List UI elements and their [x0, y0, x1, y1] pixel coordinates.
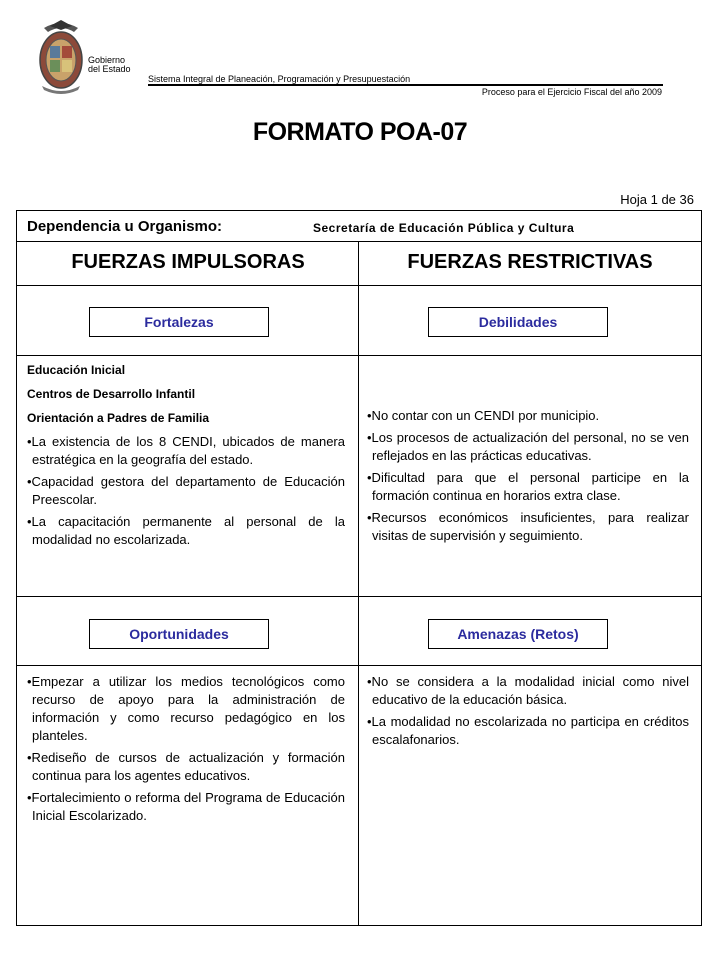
list-item: •Los procesos de actualización del personal, no se ven reflejados en las prácticas educativas.: [367, 430, 689, 463]
dependency-row: [17, 211, 701, 242]
list-item: •No contar con un CENDI por municipio.: [367, 408, 600, 423]
list-item: •Rediseño de cursos de actualización y formación continua para los agentes educativos.: [27, 750, 345, 783]
fuerzas-impulsoras-heading: FUERZAS IMPULSORAS: [71, 251, 305, 273]
dependency-label: Dependencia u Organismo:: [27, 218, 223, 235]
list-item: •La capacitación permanente al personal de la modalidad no escolarizada.: [27, 514, 345, 547]
list-item: •Empezar a utilizar los medios tecnológicos como recurso de apoyo para la administración de información y como recurso pedagógico en los planteles.: [27, 674, 345, 743]
poa-table: [16, 210, 702, 926]
state-seal-logo: [36, 18, 86, 94]
system-name: Sistema Integral de Planeación, Programación y Presupuestación: [148, 74, 411, 84]
fortalezas-content: [27, 361, 345, 553]
oportunidades-label: Oportunidades: [89, 619, 269, 649]
oportunidades-amenazas-row: [17, 596, 701, 666]
page-title: FORMATO POA-07: [252, 118, 468, 146]
debilidades-content: [367, 407, 689, 549]
list-item: •Recursos económicos insuficientes, para realizar visitas de supervisión y seguimiento.: [367, 510, 689, 543]
list-item: •La existencia de los 8 CENDI, ubicados de manera estratégica en la geografía del estado.: [27, 434, 345, 467]
amenazas-label: Amenazas (Retos): [428, 619, 608, 649]
list-item: •La modalidad no escolarizada no participa en créditos escalafonarios.: [367, 714, 689, 747]
heading-orientacion-padres: Orientación a Padres de Familia: [27, 411, 210, 425]
heading-educacion-inicial: Educación Inicial: [27, 363, 126, 377]
fiscal-process: Proceso para el Ejercicio Fiscal del año 2009: [481, 87, 662, 97]
amenazas-content: [367, 673, 689, 753]
gobierno-line2: del Estado: [88, 64, 131, 74]
list-item: •No se considera a la modalidad inicial como nivel educativo de la educación básica.: [367, 674, 689, 707]
fortalezas-label: Fortalezas: [89, 307, 269, 337]
heading-centros-desarrollo: Centros de Desarrollo Infantil: [27, 387, 196, 401]
debilidades-label: Debilidades: [428, 307, 608, 337]
dependency-value: Secretaría de Educación Pública y Cultura: [313, 221, 575, 235]
fortalezas-debilidades-row: [17, 285, 701, 356]
gobierno-line1: Gobierno: [88, 55, 126, 65]
header-divider: [148, 84, 663, 86]
list-item: •Fortalecimiento o reforma del Programa de Educación Inicial Escolarizado.: [27, 790, 345, 823]
oportunidades-content: [27, 673, 345, 829]
fuerzas-restrictivas-heading: FUERZAS RESTRICTIVAS: [407, 251, 653, 273]
page-number: Hoja 1 de 36: [620, 192, 694, 207]
columns-header-row: [17, 241, 701, 286]
list-item: •Dificultad para que el personal participe en la formación continua en horarios extra clase.: [367, 470, 689, 503]
list-item: •Capacidad gestora del departamento de Educación Preescolar.: [27, 474, 345, 507]
gobierno-label: [88, 56, 131, 74]
